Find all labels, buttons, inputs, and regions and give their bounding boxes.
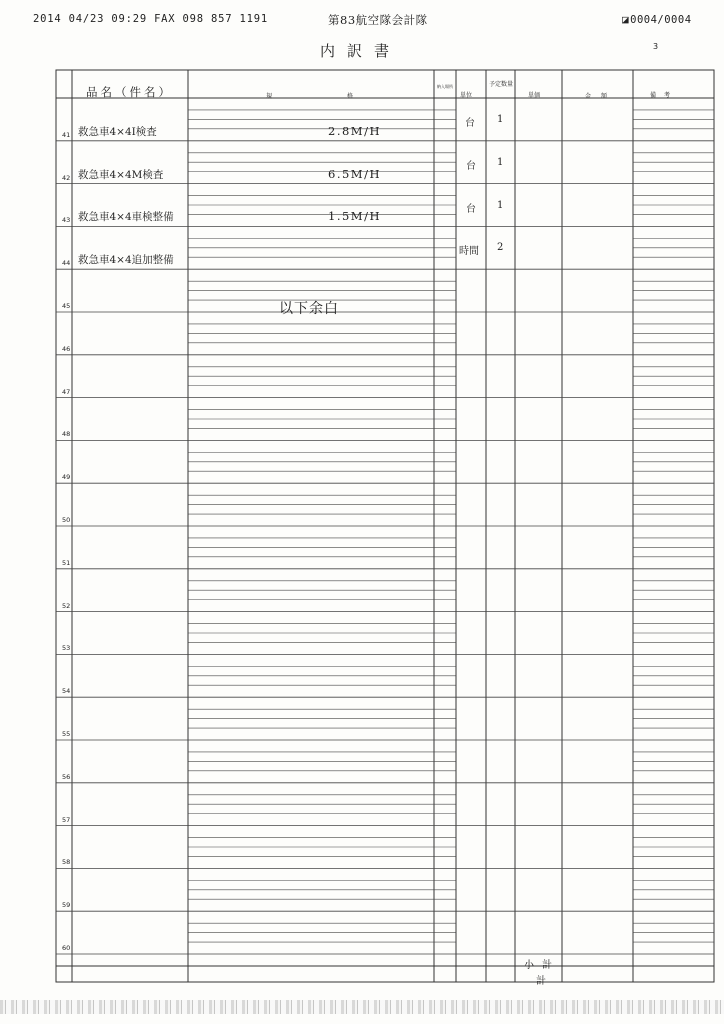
item-name: 救急車4×4M検査 [78, 168, 164, 181]
row-number: 50 [62, 516, 71, 524]
column-header-amount: 金額 [585, 93, 618, 100]
item-quantity: 2 [497, 242, 504, 254]
row-number: 49 [62, 473, 71, 482]
row-number: 57 [62, 815, 71, 824]
remainder-note: 以下余白 [279, 301, 339, 317]
fax-page-icon: ◪ [622, 13, 630, 26]
fax-sender-name: 第83航空隊会計隊 [328, 13, 428, 27]
item-name: 救急車4×4車検整備 [78, 211, 174, 224]
item-spec: 1.5M/H [328, 209, 381, 224]
row-number: 54 [62, 687, 71, 696]
row-number: 46 [62, 344, 71, 353]
row-number: 59 [62, 901, 71, 910]
item-unit: 台 [465, 118, 475, 129]
item-unit: 台 [466, 160, 476, 172]
item-name: 救急車4×4追加整備 [78, 254, 174, 267]
fax-timestamp-and-number: 2014 04/23 09:29 FAX 098 857 1191 [33, 13, 269, 25]
row-number: 51 [62, 558, 71, 567]
row-number: 56 [62, 772, 71, 781]
subtotal-label: 小計 [524, 960, 560, 971]
item-spec: 2.8M/H [328, 123, 381, 138]
row-number: 48 [62, 430, 71, 439]
row-number: 43 [62, 216, 71, 225]
column-header-unit-price: 単価 [528, 92, 541, 99]
row-number: 41 [62, 130, 71, 139]
column-header-remarks: 備考 [650, 92, 679, 99]
column-header-spec-left: 規 [266, 93, 273, 100]
row-number: 55 [62, 730, 71, 738]
row-number: 45 [62, 302, 71, 310]
row-number: 47 [62, 387, 71, 396]
item-quantity: 1 [497, 114, 504, 125]
item-unit: 時間 [459, 246, 479, 258]
row-number: 44 [62, 259, 71, 268]
column-header-unit: 単位 [460, 92, 473, 99]
column-header-delivery-place: 納入場所 [437, 84, 453, 89]
document-title: 内訳書 [320, 42, 402, 60]
column-header-spec-right: 格 [347, 93, 354, 100]
item-quantity: 1 [497, 156, 504, 168]
item-quantity: 1 [497, 199, 504, 211]
item-unit: 台 [466, 203, 476, 215]
page-marker: 3 [653, 42, 659, 51]
row-number: 42 [62, 173, 71, 182]
total-label: 計 [536, 976, 546, 987]
item-spec: 6.5M/H [328, 166, 381, 181]
column-header-planned-quantity: 予定数量 [488, 81, 513, 88]
fax-page-count-text: 0004/0004 [630, 14, 692, 26]
row-number: 53 [62, 644, 71, 653]
row-number: 58 [62, 858, 71, 867]
row-number: 60 [62, 944, 71, 952]
fax-scan-noise [0, 1000, 724, 1014]
row-number: 52 [62, 601, 71, 610]
column-header-item-name: 品名（件名） [86, 85, 173, 99]
item-name: 救急車4×4Ⅰ検査 [78, 125, 157, 138]
